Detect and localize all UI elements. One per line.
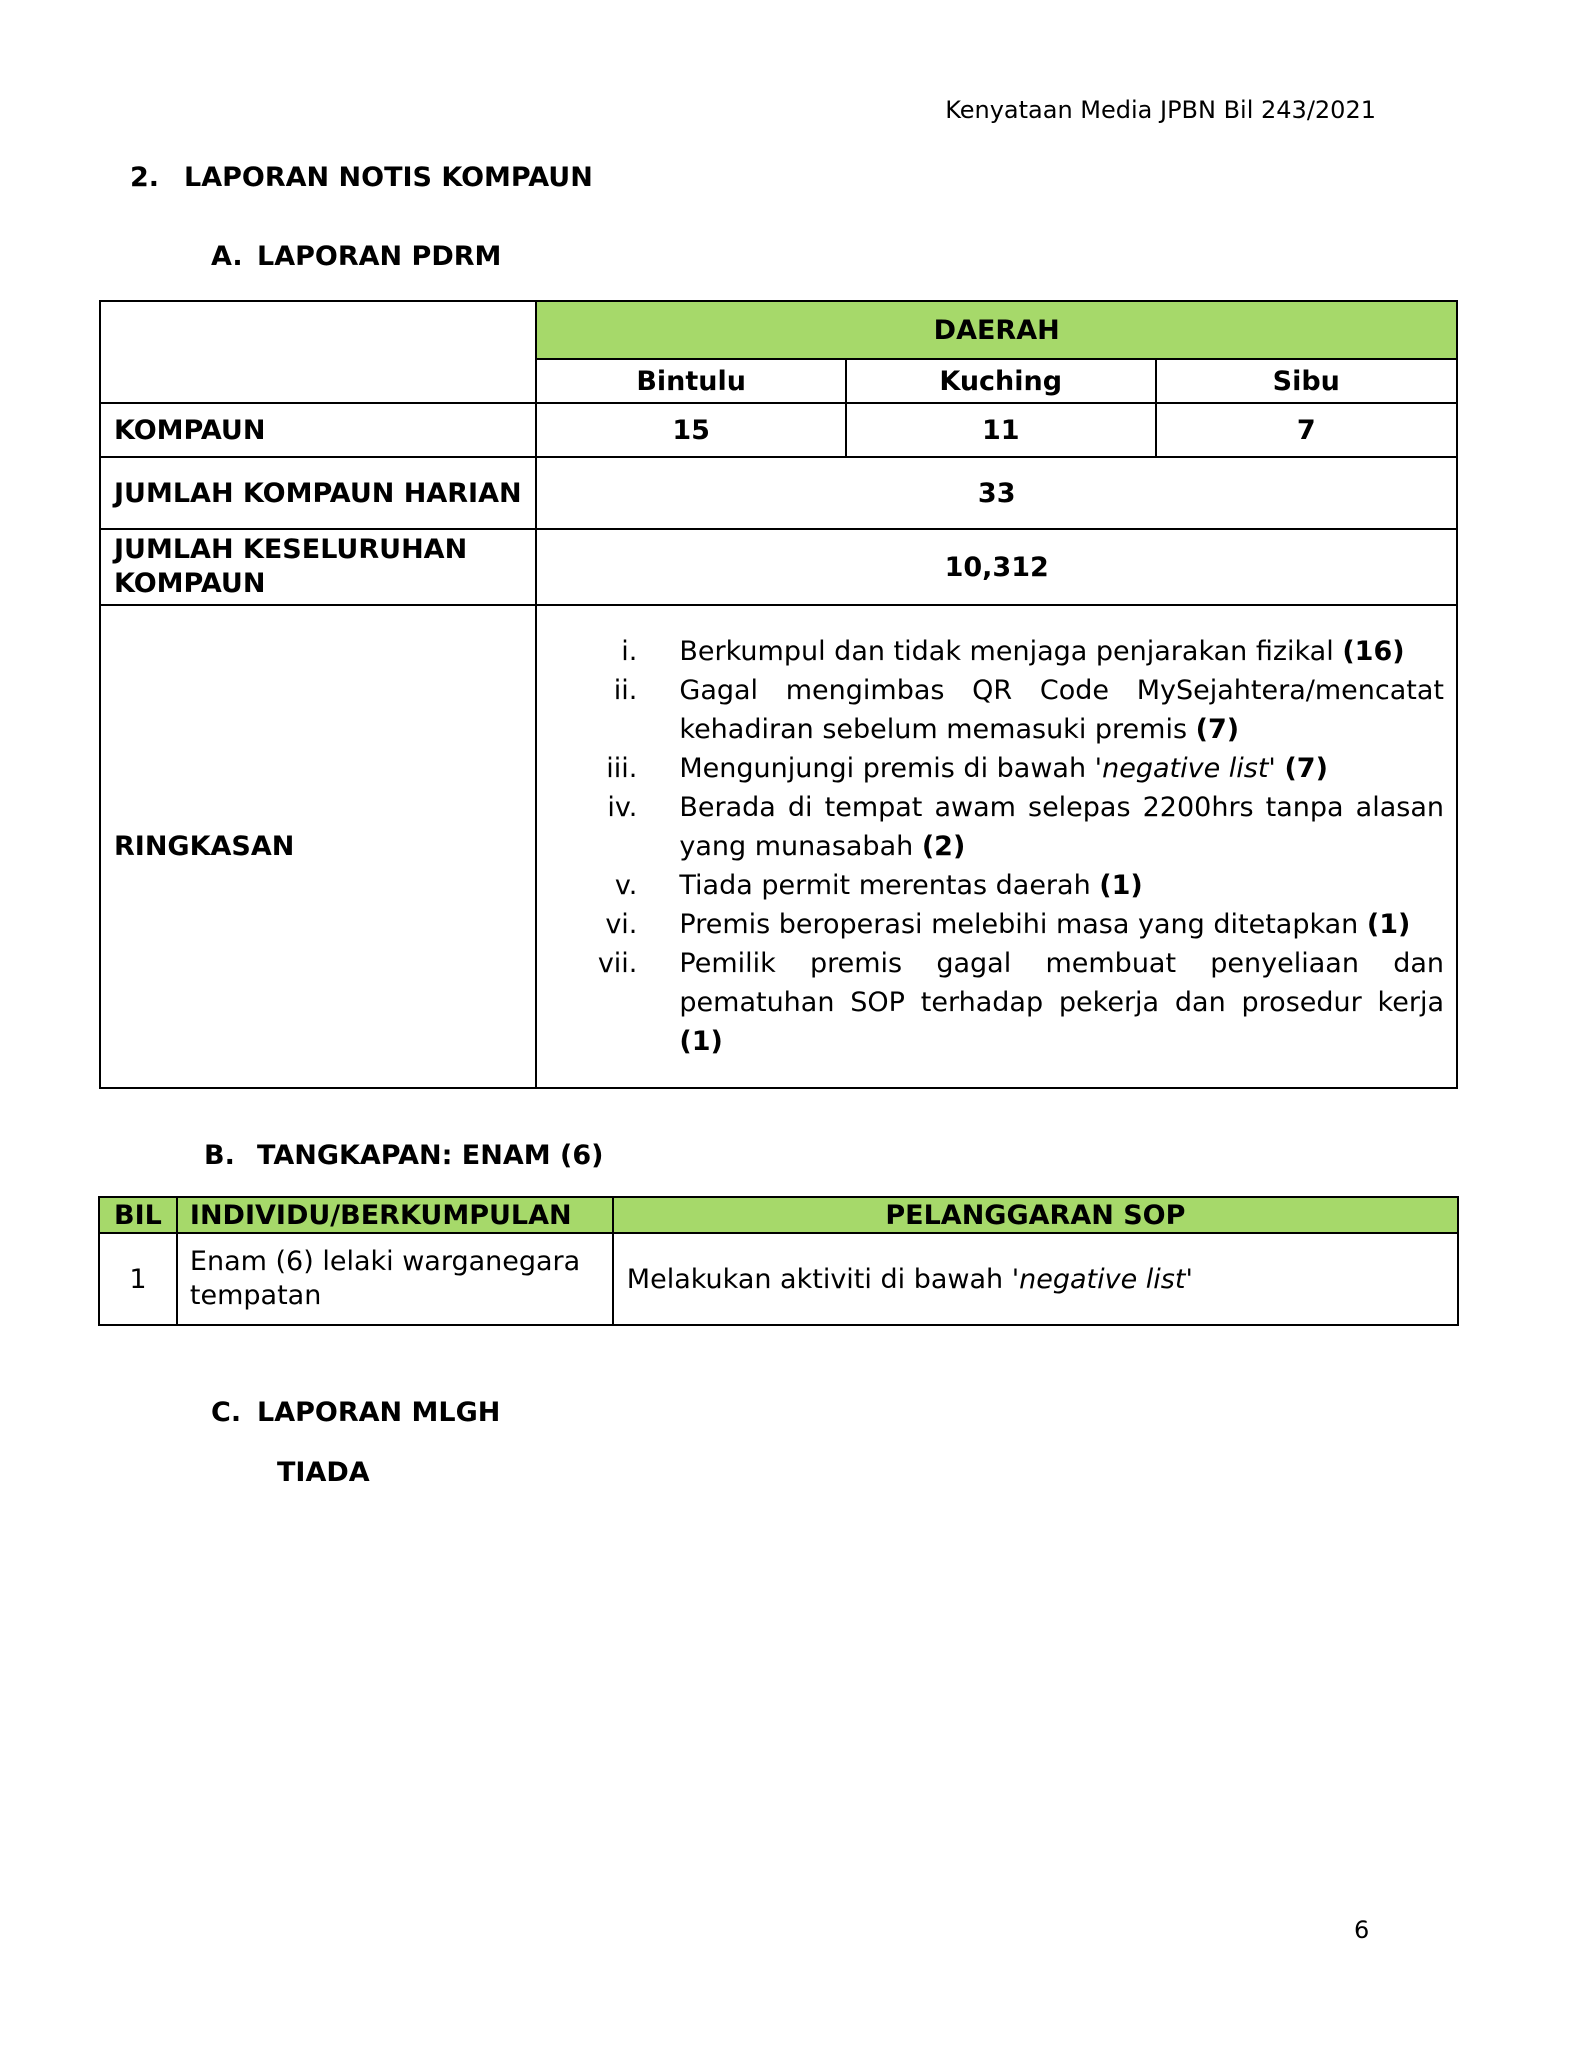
section-letter: C. (211, 1397, 242, 1428)
ringkasan-label: RINGKASAN (100, 605, 536, 1088)
ringkasan-list (537, 606, 1456, 1087)
item-number: v. (614, 870, 638, 901)
page-number: 6 (1354, 1916, 1370, 1944)
item-desc: Berada di tempat awam selepas 2200hrs tanpa alasan yang munasabah (679, 792, 1444, 862)
section-letter: A. (211, 241, 243, 272)
harian-value: 33 (536, 457, 1457, 529)
item-desc: Pemilik premis gagal membuat penyeliaan dan pematuhan SOP terhadap pekerja dan prosedur kerja (679, 948, 1444, 1018)
item-count: (1) (1366, 909, 1411, 940)
individu-header: INDIVIDU/BERKUMPULAN (177, 1197, 613, 1233)
ringkasan-cell (536, 605, 1457, 1088)
section-title: TANGKAPAN: ENAM (6) (257, 1140, 604, 1171)
section-number: 2. (130, 162, 160, 193)
item-desc: Premis beroperasi melebihi masa yang ditetapkan (679, 909, 1367, 940)
item-number: iv. (607, 792, 638, 823)
item-text (679, 632, 1444, 671)
item-desc: Mengunjungi premis di bawah (679, 753, 1095, 784)
corner-cell (100, 301, 536, 403)
keseluruhan-label-line1: JUMLAH KESELURUHAN (114, 534, 468, 565)
pdrm-report-table (99, 300, 1458, 1089)
ringkasan-item (537, 944, 1444, 1061)
item-number: i. (621, 636, 638, 667)
ringkasan-item (537, 632, 1444, 671)
section-title: LAPORAN NOTIS KOMPAUN (184, 162, 593, 193)
keseluruhan-value: 10,312 (536, 529, 1457, 605)
harian-row (100, 457, 1457, 529)
item-desc: Gagal mengimbas QR Code MySejahtera/mencatat kehadiran sebelum memasuki premis (679, 675, 1444, 745)
kompaun-kuching: 11 (846, 403, 1156, 457)
individu-cell: Enam (6) lelaki warganegara tempatan (177, 1233, 613, 1325)
section-2-heading (130, 162, 593, 193)
pelanggaran-italic: 'negative list' (1011, 1263, 1193, 1295)
section-title: LAPORAN MLGH (257, 1397, 501, 1428)
section-b-heading (204, 1140, 603, 1171)
keseluruhan-label (100, 529, 536, 605)
daerah-header-row (100, 301, 1457, 359)
section-c-content: TIADA (277, 1457, 370, 1488)
district-bintulu: Bintulu (536, 359, 846, 403)
section-c-heading (211, 1397, 500, 1428)
item-count: (2) (921, 831, 966, 862)
ringkasan-item (537, 749, 1444, 788)
tangkapan-table (98, 1196, 1459, 1326)
item-text (679, 905, 1444, 944)
item-text (679, 788, 1444, 866)
tangkapan-header-row (99, 1197, 1458, 1233)
ringkasan-item (537, 788, 1444, 866)
item-count: (1) (679, 1026, 723, 1057)
ringkasan-item (537, 671, 1444, 749)
section-title: LAPORAN PDRM (257, 241, 502, 272)
pelanggaran-header: PELANGGARAN SOP (613, 1197, 1458, 1233)
section-a-heading (211, 241, 501, 272)
item-text (679, 671, 1444, 749)
item-text (679, 749, 1444, 788)
section-letter: B. (204, 1140, 235, 1171)
kompaun-sibu: 7 (1156, 403, 1457, 457)
item-number: vi. (605, 909, 638, 940)
item-number: iii. (606, 753, 638, 784)
item-count: (7) (1195, 714, 1240, 745)
kompaun-bintulu: 15 (536, 403, 846, 457)
keseluruhan-row (100, 529, 1457, 605)
item-desc: Berkumpul dan tidak menjaga penjarakan fizikal (679, 636, 1343, 667)
item-desc: Tiada permit merentas daerah (679, 870, 1100, 901)
daerah-header: DAERAH (536, 301, 1457, 359)
item-number: ii. (613, 675, 638, 706)
ringkasan-item (537, 866, 1444, 905)
pelanggaran-cell (613, 1233, 1458, 1325)
kompaun-label: KOMPAUN (100, 403, 536, 457)
item-text (679, 944, 1444, 1061)
district-kuching: Kuching (846, 359, 1156, 403)
pelanggaran-text: Melakukan aktiviti di bawah (626, 1263, 1012, 1295)
district-sibu: Sibu (1156, 359, 1457, 403)
keseluruhan-label-line2: KOMPAUN (114, 568, 266, 599)
harian-label: JUMLAH KOMPAUN HARIAN (100, 457, 536, 529)
item-italic: 'negative list' (1094, 753, 1276, 784)
document-reference: Kenyataan Media JPBN Bil 243/2021 (945, 96, 1376, 124)
item-number: vii. (597, 948, 638, 979)
bil-header: BIL (99, 1197, 177, 1233)
item-count: (1) (1099, 870, 1143, 901)
table-row (99, 1233, 1458, 1325)
kompaun-row (100, 403, 1457, 457)
bil-cell: 1 (99, 1233, 177, 1325)
item-count: (7) (1284, 753, 1328, 784)
item-text (679, 866, 1444, 905)
ringkasan-item (537, 905, 1444, 944)
ringkasan-row (100, 605, 1457, 1088)
item-count: (16) (1342, 636, 1405, 667)
